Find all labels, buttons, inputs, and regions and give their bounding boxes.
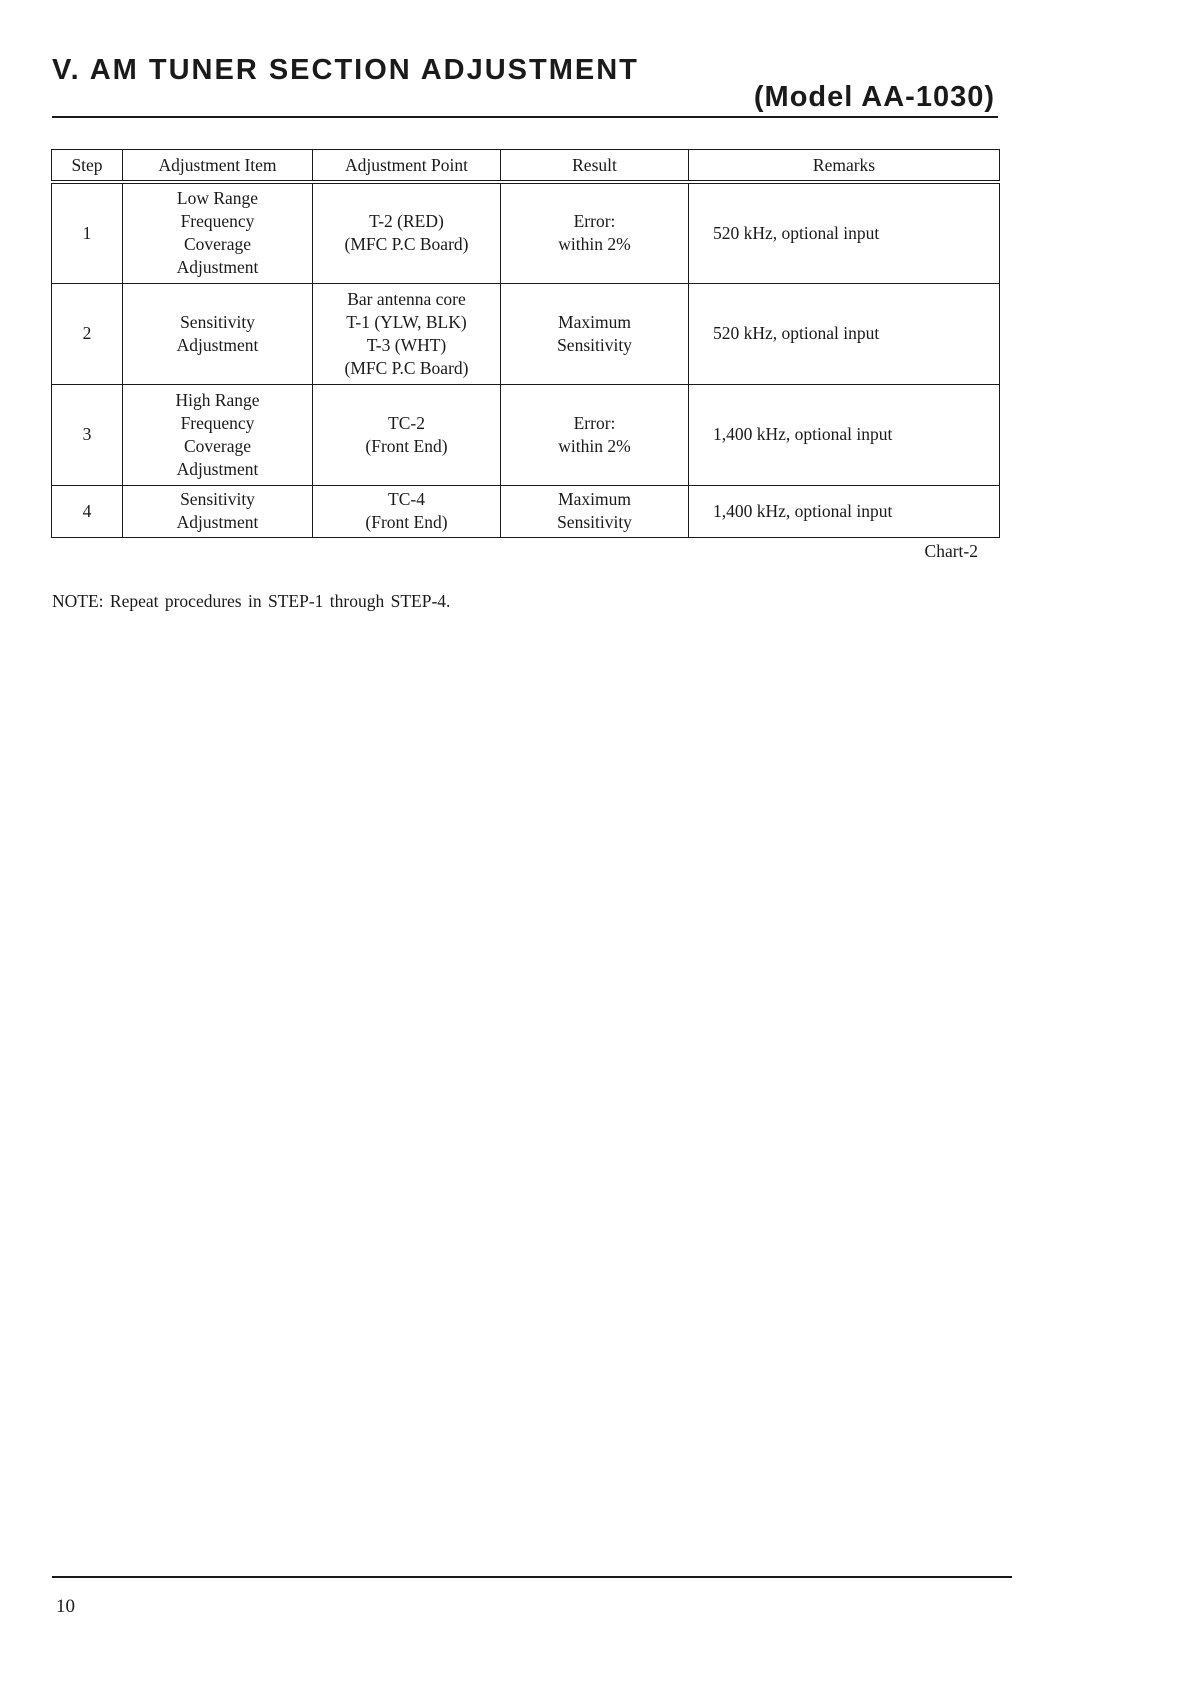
- cell-line: Error:: [573, 412, 616, 433]
- adjustment-item-cell: [123, 182, 313, 283]
- result-cell: [501, 283, 689, 384]
- result-cell: [501, 182, 689, 283]
- section-title: V. AM TUNER SECTION ADJUSTMENT: [52, 54, 639, 86]
- cell-line: T-1 (YLW, BLK): [346, 311, 467, 332]
- remarks-cell: 1,400 kHz, optional input: [689, 485, 1000, 537]
- cell-line: Adjustment: [176, 512, 259, 532]
- note-text: NOTE: Repeat procedures in STEP-1 through STEP-4.: [52, 591, 451, 611]
- cell-line: (Front End): [365, 512, 448, 532]
- cell-line: Coverage: [183, 435, 252, 456]
- cell-line: (Front End): [365, 435, 448, 456]
- remarks-cell: 520 kHz, optional input: [689, 283, 1000, 384]
- cell-line: (MFC P.C Board): [344, 234, 469, 255]
- table-header-row: [52, 150, 1000, 183]
- cell-line: within 2%: [558, 234, 631, 255]
- cell-line: Sensitivity: [180, 311, 255, 332]
- cell-line: Low Range: [176, 188, 259, 209]
- cell-line: T-3 (WHT): [366, 334, 447, 355]
- chart-label: Chart-2: [924, 541, 978, 561]
- column-header-adjustment-point: Adjustment Point: [313, 150, 501, 183]
- cell-line: Frequency: [180, 211, 255, 232]
- cell-line: (MFC P.C Board): [344, 357, 469, 378]
- adjustment-point-cell: [313, 283, 501, 384]
- cell-line: Sensitivity: [180, 489, 255, 509]
- cell-line: TC-2: [388, 412, 425, 433]
- adjustment-table: [51, 149, 1000, 538]
- cell-line: Adjustment: [176, 334, 259, 355]
- title-divider: [52, 116, 998, 118]
- cell-line: TC-4: [388, 489, 425, 509]
- result-cell: [501, 485, 689, 537]
- step-cell: 3: [52, 384, 123, 485]
- cell-line: Maximum: [558, 489, 631, 509]
- cell-line: Coverage: [183, 234, 252, 255]
- cell-line: Adjustment: [176, 458, 259, 479]
- footer-divider: [52, 1576, 1012, 1578]
- result-cell: [501, 384, 689, 485]
- remarks-cell: 1,400 kHz, optional input: [689, 384, 1000, 485]
- cell-line: Bar antenna core: [347, 288, 466, 309]
- cell-line: Sensitivity: [557, 512, 632, 532]
- cell-line: T-2 (RED): [369, 211, 444, 232]
- cell-line: Error:: [573, 211, 616, 232]
- adjustment-point-cell: [313, 384, 501, 485]
- column-header-remarks: Remarks: [689, 150, 1000, 183]
- cell-line: Sensitivity: [557, 334, 632, 355]
- cell-line: Frequency: [180, 412, 255, 433]
- step-cell: 4: [52, 485, 123, 537]
- model-subtitle: (Model AA-1030): [753, 81, 995, 113]
- table-row: [52, 283, 1000, 384]
- adjustment-point-cell: [313, 182, 501, 283]
- cell-line: Maximum: [558, 311, 631, 332]
- adjustment-item-cell: [123, 283, 313, 384]
- step-cell: 1: [52, 182, 123, 283]
- table-row: [52, 485, 1000, 537]
- column-header-step: Step: [52, 150, 123, 183]
- cell-line: Adjustment: [176, 257, 259, 278]
- adjustment-point-cell: [313, 485, 501, 537]
- adjustment-item-cell: [123, 384, 313, 485]
- table-row: [52, 182, 1000, 283]
- cell-line: within 2%: [558, 435, 631, 456]
- step-cell: 2: [52, 283, 123, 384]
- adjustment-item-cell: [123, 485, 313, 537]
- remarks-cell: 520 kHz, optional input: [689, 182, 1000, 283]
- column-header-result: Result: [501, 150, 689, 183]
- column-header-adjustment-item: Adjustment Item: [123, 150, 313, 183]
- page-number: 10: [56, 1596, 75, 1617]
- cell-line: High Range: [175, 389, 260, 410]
- table-row: [52, 384, 1000, 485]
